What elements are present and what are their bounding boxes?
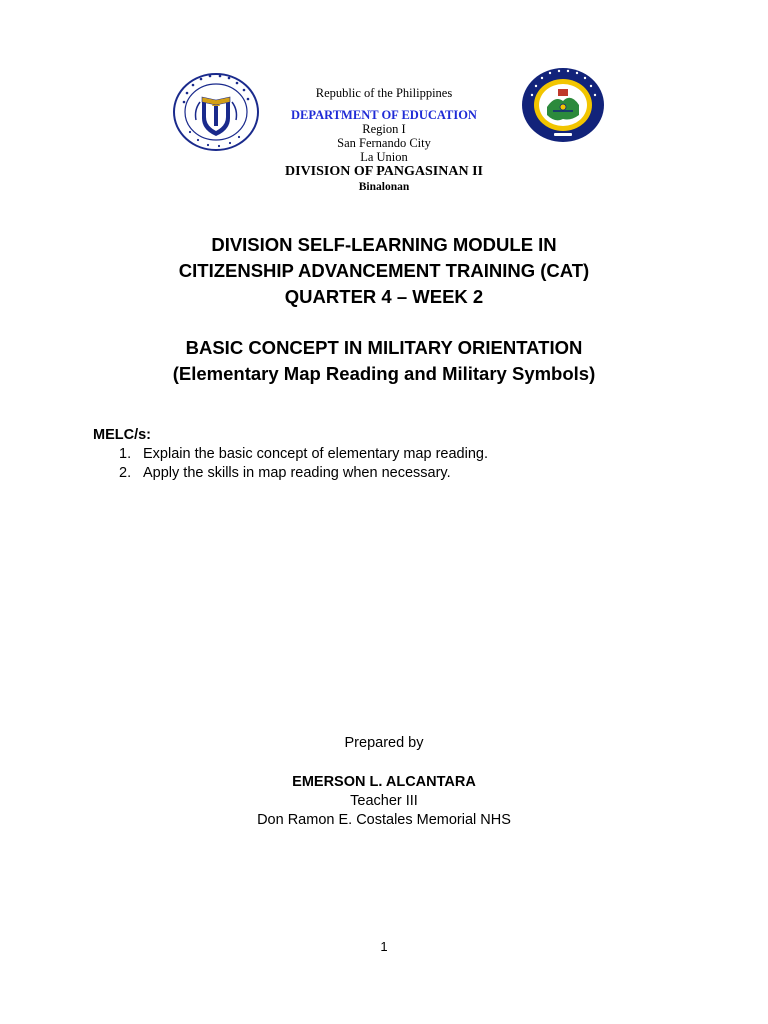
city-line: San Fernando City bbox=[337, 136, 431, 150]
division-name: DIVISION OF PANGASINAN II bbox=[285, 164, 483, 179]
author-name: EMERSON L. ALCANTARA bbox=[292, 774, 476, 790]
republic-line: Republic of the Philippines bbox=[315, 86, 453, 100]
region-line: Region I bbox=[362, 122, 406, 136]
municipality-line: Binalonan bbox=[358, 181, 410, 193]
melc-item-number: 2. bbox=[119, 465, 132, 481]
melc-item-text: Explain the basic concept of elementary map reading. bbox=[143, 446, 488, 462]
melc-item-number: 1. bbox=[119, 446, 132, 462]
page-number: 1 bbox=[380, 939, 388, 954]
module-title-line-1: DIVISION SELF-LEARNING MODULE IN bbox=[211, 234, 557, 255]
melc-heading: MELC/s: bbox=[93, 427, 151, 443]
department-name: DEPARTMENT OF EDUCATION bbox=[291, 108, 477, 122]
melc-item-text: Apply the skills in map reading when necessary. bbox=[143, 465, 451, 481]
author-school: Don Ramon E. Costales Memorial NHS bbox=[257, 812, 511, 828]
province-line: La Union bbox=[360, 150, 408, 164]
author-position: Teacher III bbox=[350, 793, 418, 809]
lesson-title: BASIC CONCEPT IN MILITARY ORIENTATION bbox=[185, 337, 583, 358]
melc-list-item bbox=[119, 465, 451, 481]
prepared-by-label: Prepared by bbox=[344, 735, 424, 751]
module-title-line-2: CITIZENSHIP ADVANCEMENT TRAINING (CAT) bbox=[178, 260, 590, 281]
melc-list-item bbox=[119, 446, 488, 462]
module-title-line-3: QUARTER 4 – WEEK 2 bbox=[284, 286, 484, 307]
lesson-subtitle: (Elementary Map Reading and Military Symbols) bbox=[172, 363, 596, 384]
